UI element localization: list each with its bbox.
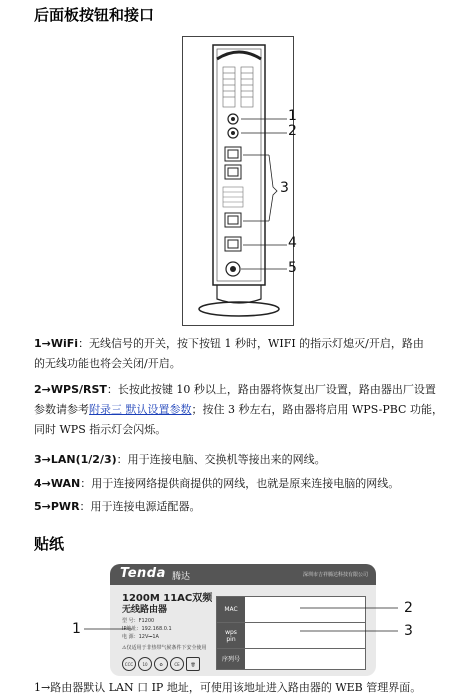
- router-sticker: [110, 564, 376, 676]
- section-heading-sticker: 贴纸: [34, 535, 65, 553]
- section-heading-back-panel: 后面板按钮和接口: [34, 6, 155, 24]
- sticker-callout-3: 3: [404, 623, 413, 639]
- desc-wan-text: ：用于连接网络提供商提供的网线，也就是原来连接电脑的网线。: [80, 477, 400, 490]
- spec-power: 电 源：12V⎓1A: [122, 634, 159, 640]
- callout-1: 1: [288, 108, 297, 124]
- desc-wps-label: 2→WPS/RST: [34, 383, 107, 396]
- ce-icon: CE: [170, 657, 184, 671]
- appendix-link[interactable]: 附录三 默认设置参数: [89, 403, 192, 416]
- desc-wps-text3: 同时 WPS 指示灯会闪烁。: [34, 423, 167, 436]
- recycle-icon: ♻: [154, 657, 168, 671]
- desc-wifi: [34, 334, 454, 374]
- sticker-row-serial: [217, 649, 365, 669]
- model-title: 1200M 11AC双频: [122, 593, 213, 604]
- router-back-panel-figure: [182, 36, 294, 326]
- callout-3: 3: [280, 180, 289, 196]
- sticker-header: [110, 564, 376, 585]
- desc-wps-text2-pre: 参数请参考: [34, 403, 89, 416]
- desc-wan-label: 4→WAN: [34, 477, 81, 490]
- desc-wan: [34, 474, 454, 494]
- desc-wps-text: ：长按此按键 10 秒以上，路由器将恢复出厂设置，路由器出厂设置: [106, 383, 436, 396]
- sticker-row-label: 序列号: [217, 649, 245, 669]
- spec-ip: IP地址：192.168.0.1: [122, 626, 172, 632]
- sticker-row-mac: [217, 597, 365, 623]
- sticker-info-table: [216, 596, 366, 670]
- desc-wps-rst: [34, 380, 454, 440]
- sticker-row-label: MAC: [217, 597, 245, 622]
- sticker-callout-2: 2: [404, 600, 413, 616]
- spec-note: ⚠仅适用于非热带气候条件下安全使用: [122, 645, 207, 651]
- brand-logo: Tenda: [120, 566, 166, 581]
- cert-icon: CCC: [122, 657, 136, 671]
- spec-model: 型 号：F1200: [122, 618, 155, 624]
- desc-wifi-label: 1→WiFi: [34, 337, 79, 350]
- desc-wifi-text2: 的无线功能也将会关闭/开启。: [34, 357, 181, 370]
- desc-wifi-text: ：无线信号的开关，按下按钮 1 秒时，WIFI 的指示灯熄灭/开启，路由: [78, 337, 424, 350]
- desc-wps-text2-post: ；按住 3 秒左右，路由器将启用 WPS-PBC 功能，: [191, 403, 443, 416]
- brand-cn: 腾达: [172, 572, 191, 582]
- model-subtitle: 无线路由器: [122, 605, 168, 615]
- desc-lan-label: 3→LAN(1/2/3): [34, 453, 117, 466]
- note-lan-ip: 1→路由器默认 LAN 口 IP 地址，可使用该地址进入路由器的 WEB 管理界面。: [34, 681, 422, 694]
- router-illustration: [183, 37, 295, 327]
- callout-4: 4: [288, 235, 297, 251]
- sticker-callout-1: 1: [72, 621, 81, 637]
- desc-pwr-label: 5→PWR: [34, 500, 80, 513]
- cert-icon: 10: [138, 657, 152, 671]
- company-name: 深圳市吉祥腾达科技有限公司: [302, 572, 368, 578]
- desc-pwr: [34, 497, 454, 517]
- desc-pwr-text: ：用于连接电源适配器。: [79, 500, 201, 513]
- desc-lan-text: ：用于连接电脑、交换机等接出来的网线。: [116, 453, 326, 466]
- desc-lan: [34, 450, 454, 470]
- sticker-row-label: wps pin: [217, 623, 245, 648]
- callout-2: 2: [288, 123, 297, 139]
- bin-icon: 🗑: [186, 657, 200, 671]
- callout-5: 5: [288, 260, 297, 276]
- sticker-row-wpspin: [217, 623, 365, 649]
